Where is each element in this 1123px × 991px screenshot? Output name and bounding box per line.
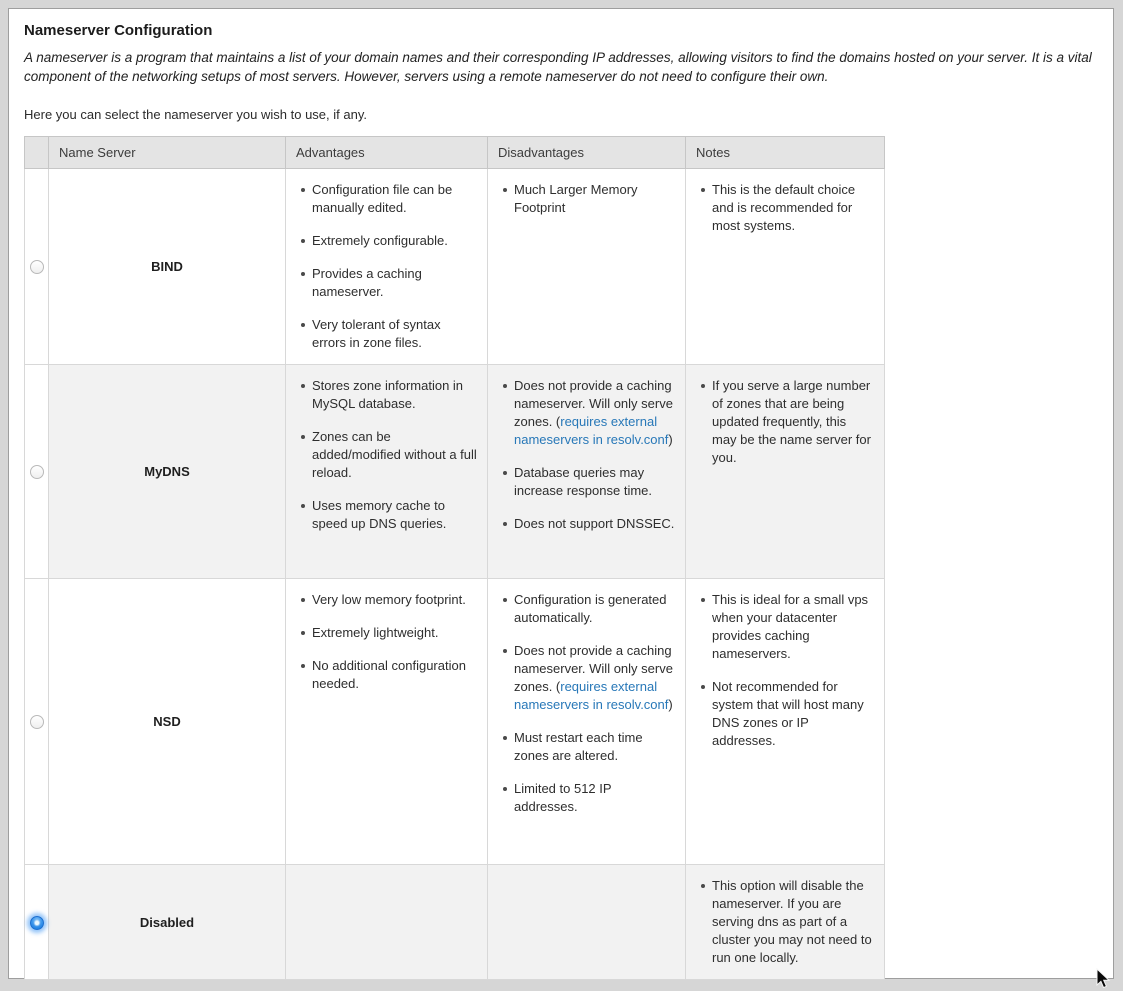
nameserver-row-bind xyxy=(25,169,885,365)
disadvantages-list xyxy=(488,579,685,828)
radio-cell xyxy=(25,365,49,579)
notes-item: Not recommended for system that will host many DNS zones or IP addresses. xyxy=(700,678,874,750)
disadvantages-cell xyxy=(488,865,686,980)
notes-item: This option will disable the nameserver. If you are serving dns as part of a cluster you may not need to run one locally. xyxy=(700,877,874,967)
advantages-item: Provides a caching nameserver. xyxy=(300,265,477,301)
disadvantages-item: Database queries may increase response time. xyxy=(502,464,675,500)
radio-cell xyxy=(25,579,49,865)
selection-prompt: Here you can select the nameserver you wish to use, if any. xyxy=(24,107,367,122)
notes-list xyxy=(686,169,884,247)
column-header-disadvantages: Disadvantages xyxy=(488,137,686,169)
disadvantages-item xyxy=(502,642,675,714)
radio-bind[interactable] xyxy=(30,260,44,274)
advantages-cell xyxy=(286,579,488,865)
advantages-item: Uses memory cache to speed up DNS queries. xyxy=(300,497,477,533)
page-description: A nameserver is a program that maintains a list of your domain names and their corresponding IP addresses, allowing visitors to find the domains hosted on your server. It is a vital component of the networking setups of most servers. However, servers using a remote nameserver do not need to configure their own. xyxy=(24,50,1092,84)
advantages-cell xyxy=(286,865,488,980)
notes-list xyxy=(686,365,884,479)
disadvantages-item-text: ) xyxy=(668,697,673,712)
notes-item: This is the default choice and is recommended for most systems. xyxy=(700,181,874,235)
column-header-advantages: Advantages xyxy=(286,137,488,169)
notes-list xyxy=(686,865,884,979)
disadvantages-list xyxy=(488,169,685,229)
radio-cell xyxy=(25,169,49,365)
column-header-radio xyxy=(25,137,49,169)
notes-item: This is ideal for a small vps when your datacenter provides caching nameservers. xyxy=(700,591,874,663)
table-header-row xyxy=(25,137,885,169)
disadvantages-item-text: Does not provide a caching nameserver. Will only serve zones. ( xyxy=(514,643,673,694)
advantages-list xyxy=(286,365,487,545)
advantages-item: Very tolerant of syntax errors in zone files. xyxy=(300,316,477,352)
radio-mydns[interactable] xyxy=(30,465,44,479)
notes-list xyxy=(686,579,884,762)
nameserver-name: BIND xyxy=(49,169,286,365)
notes-cell xyxy=(686,579,885,865)
advantages-item: No additional configuration needed. xyxy=(300,657,477,693)
column-header-notes: Notes xyxy=(686,137,885,169)
column-header-name-server: Name Server xyxy=(49,137,286,169)
page-title: Nameserver Configuration xyxy=(24,22,213,39)
advantages-list xyxy=(286,169,487,364)
nameserver-name: NSD xyxy=(49,579,286,865)
advantages-cell xyxy=(286,169,488,365)
disadvantages-list xyxy=(488,365,685,545)
resolv-conf-link[interactable]: requires external nameservers in resolv.conf xyxy=(514,414,669,447)
advantages-list xyxy=(286,579,487,705)
radio-dot xyxy=(35,921,39,925)
notes-cell xyxy=(686,865,885,980)
disadvantages-item-text: Does not provide a caching nameserver. Will only serve zones. ( xyxy=(514,378,673,429)
nameserver-name: Disabled xyxy=(49,865,286,980)
radio-cell xyxy=(25,865,49,980)
nameserver-row-mydns xyxy=(25,365,885,579)
notes-cell xyxy=(686,169,885,365)
advantages-item: Very low memory footprint. xyxy=(300,591,477,609)
advantages-cell xyxy=(286,365,488,579)
nameserver-row-nsd xyxy=(25,579,885,865)
disadvantages-cell xyxy=(488,579,686,865)
disadvantages-cell xyxy=(488,169,686,365)
advantages-item: Configuration file can be manually edited. xyxy=(300,181,477,217)
nameserver-row-disabled xyxy=(25,865,885,980)
notes-item: If you serve a large number of zones that are being updated frequently, this may be the name server for you. xyxy=(700,377,874,467)
disadvantages-item xyxy=(502,377,675,449)
radio-disabled-selected[interactable] xyxy=(30,916,44,930)
nameserver-name: MyDNS xyxy=(49,365,286,579)
advantages-item: Extremely configurable. xyxy=(300,232,477,250)
disadvantages-item: Much Larger Memory Footprint xyxy=(502,181,675,217)
advantages-item: Extremely lightweight. xyxy=(300,624,477,642)
mouse-cursor-arrow-icon xyxy=(1096,968,1111,990)
nameserver-table xyxy=(24,136,885,980)
disadvantages-item: Limited to 512 IP addresses. xyxy=(502,780,675,816)
disadvantages-item: Does not support DNSSEC. xyxy=(502,515,675,533)
notes-cell xyxy=(686,365,885,579)
disadvantages-cell xyxy=(488,365,686,579)
radio-nsd[interactable] xyxy=(30,715,44,729)
content-panel xyxy=(8,8,1114,979)
disadvantages-item-text: ) xyxy=(668,432,673,447)
resolv-conf-link[interactable]: requires external nameservers in resolv.conf xyxy=(514,679,669,712)
advantages-item: Zones can be added/modified without a full reload. xyxy=(300,428,477,482)
disadvantages-item: Configuration is generated automatically. xyxy=(502,591,675,627)
advantages-item: Stores zone information in MySQL database. xyxy=(300,377,477,413)
disadvantages-item: Must restart each time zones are altered. xyxy=(502,729,675,765)
